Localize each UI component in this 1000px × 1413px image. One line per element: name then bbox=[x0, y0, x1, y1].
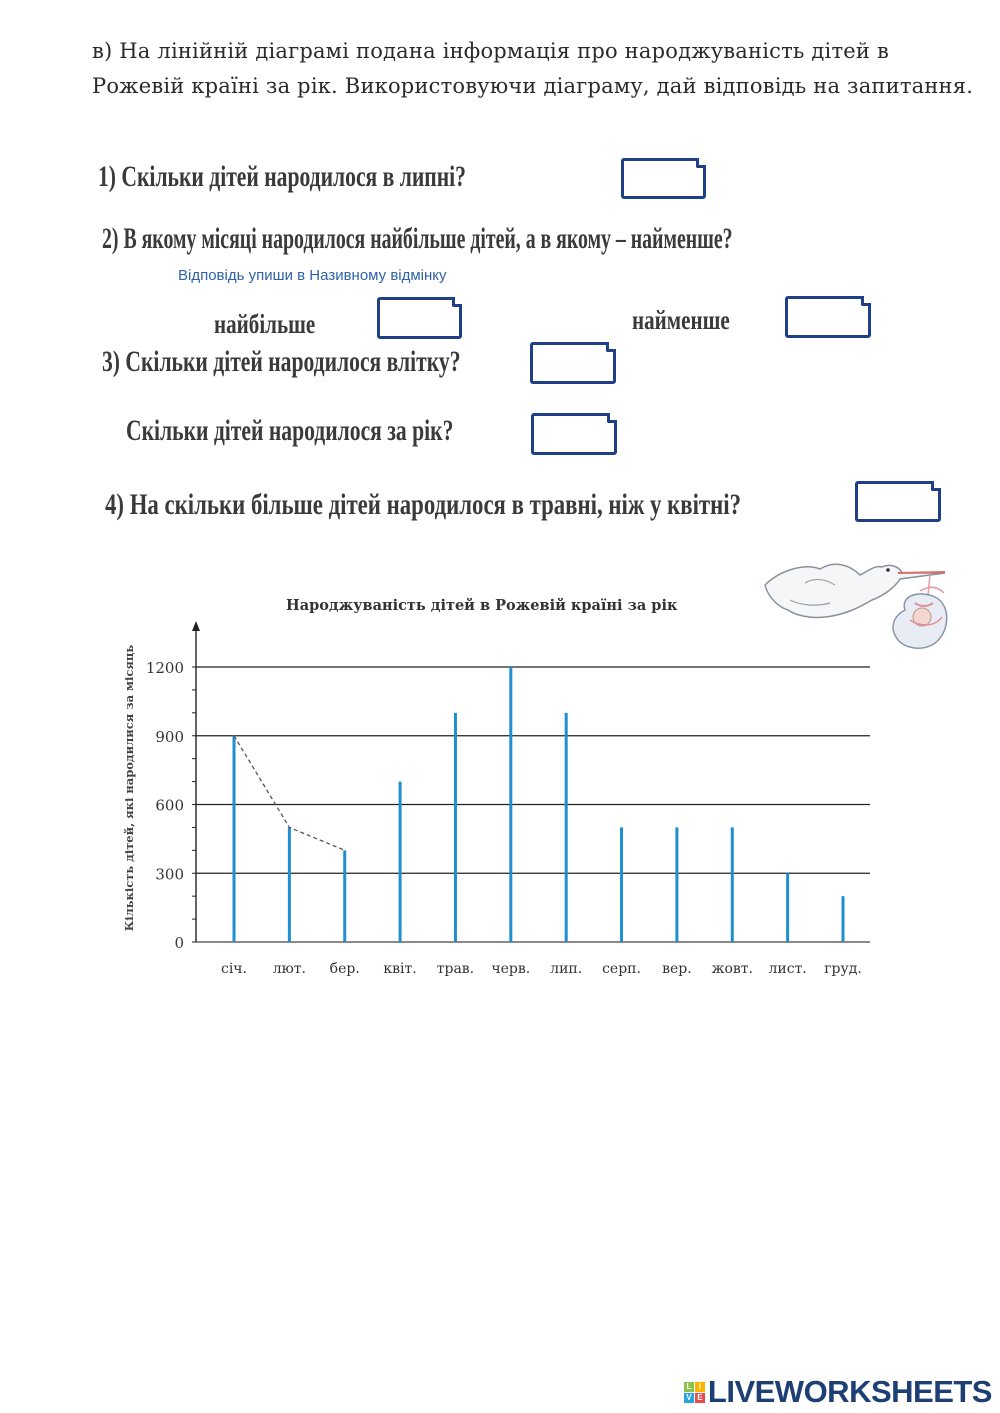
y-tick-label: 600 bbox=[155, 796, 184, 815]
x-tick-label: лип. bbox=[550, 961, 583, 977]
y-tick-label: 0 bbox=[174, 934, 184, 952]
intro-text: в) На лінійній діаграмі подана інформація про народжуваність дітей в Рожевій країні за рік. Використовуючи діаграму, дай відповідь на запитання. bbox=[92, 39, 974, 98]
most-label: найбільше bbox=[214, 309, 316, 339]
y-tick-label: 900 bbox=[155, 727, 184, 746]
brand-name: LIVEWORKSHEETS bbox=[707, 1374, 992, 1409]
x-tick-label: квіт. bbox=[383, 961, 417, 977]
x-tick-label: вер. bbox=[662, 961, 692, 977]
logo-letter: E bbox=[695, 1393, 705, 1403]
question-4: 4) На скільки більше дітей народилося в травні, ніж у квітні? bbox=[105, 488, 742, 521]
x-tick-label: бер. bbox=[329, 961, 360, 977]
x-tick-label: лист. bbox=[768, 961, 807, 977]
chart-title: Народжуваність дітей в Рожевій країні за рік bbox=[286, 597, 678, 614]
logo-letter: I bbox=[695, 1382, 705, 1392]
hint-nominative: Відповідь упиши в Називному відмінку bbox=[178, 267, 447, 284]
x-tick-label: груд. bbox=[824, 961, 862, 977]
question-3: 3) Скільки дітей народилося влітку? bbox=[102, 345, 461, 378]
liveworksheets-logo-icon bbox=[684, 1382, 705, 1403]
y-tick-label: 300 bbox=[155, 865, 184, 884]
x-tick-label: черв. bbox=[491, 961, 531, 977]
x-tick-label: лют. bbox=[272, 961, 307, 977]
question-3b: Скільки дітей народилося за рік? bbox=[126, 414, 454, 447]
x-tick-label: серп. bbox=[602, 961, 641, 977]
question-2: 2) В якому місяці народилося найбільше дітей, а в якому – найменше? bbox=[102, 222, 733, 255]
logo-letter: L bbox=[684, 1382, 694, 1392]
liveworksheets-logo bbox=[684, 1374, 992, 1410]
least-label: найменше bbox=[632, 305, 730, 335]
logo-letter: V bbox=[684, 1393, 694, 1403]
x-tick-label: січ. bbox=[220, 961, 248, 977]
y-axis-arrow-icon bbox=[192, 621, 200, 631]
chart-y-axis-label: Кількість дітей, які народилися за місяць bbox=[122, 644, 136, 932]
x-tick-label: жовт. bbox=[711, 961, 753, 977]
y-tick-label: 1200 bbox=[145, 659, 184, 677]
question-1: 1) Скільки дітей народилося в липні? bbox=[98, 160, 466, 193]
x-tick-label: трав. bbox=[436, 961, 475, 977]
